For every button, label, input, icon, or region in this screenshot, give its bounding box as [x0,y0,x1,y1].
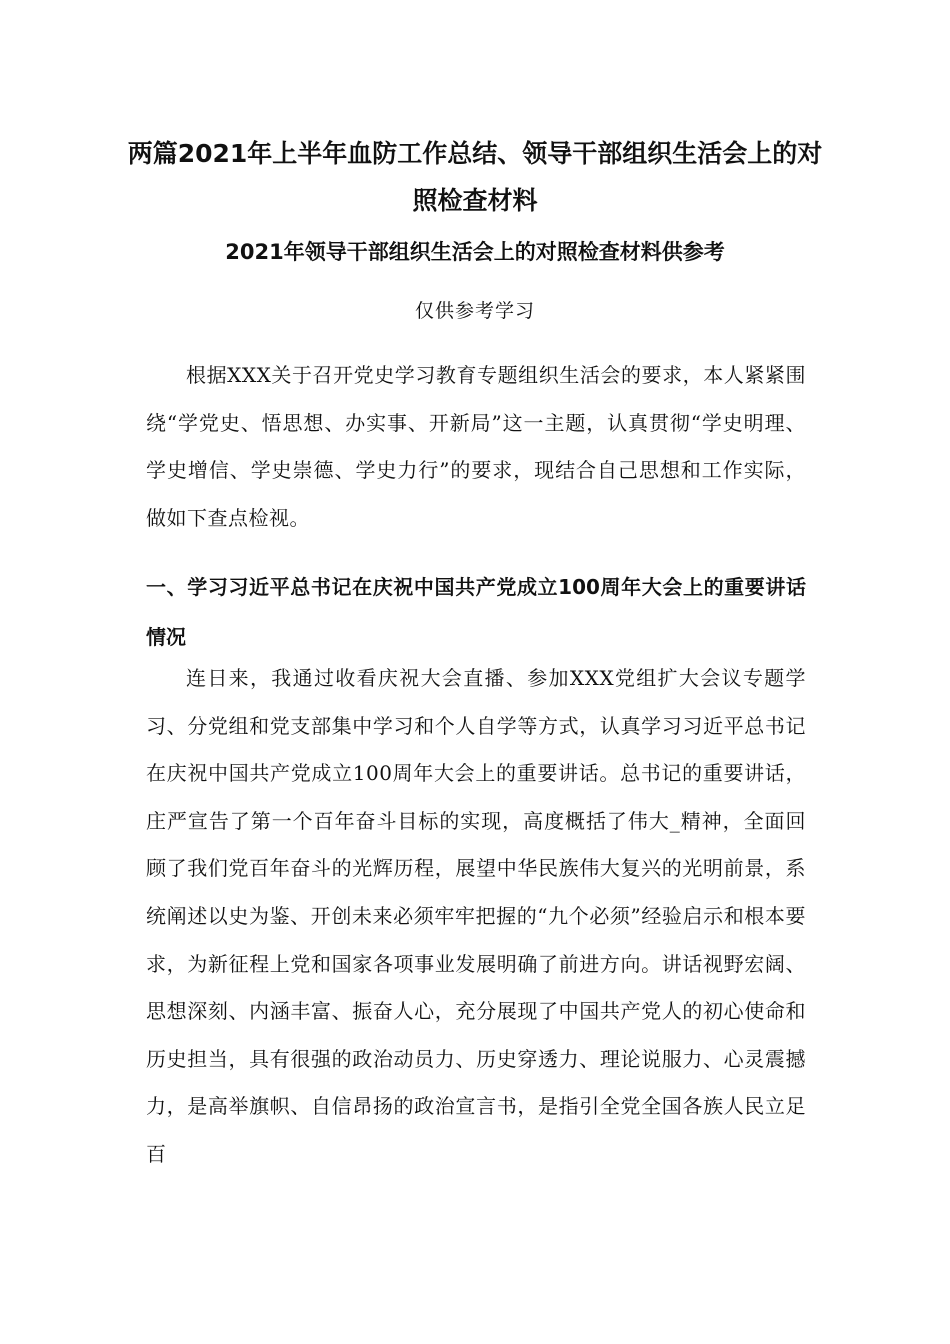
reference-note: 仅供参考学习 [414,300,535,322]
intro-paragraph: 根据XXX关于召开党史学习教育专题组织生活会的要求，本人紧紧围绕“学党史、悟思想、办实事、开新局”这一主题，认真贯彻“学史明理、学史增信、学史崇德、学史力行”的要求，现结合自己思想和工作实际，做如下查点检视。 [146,363,806,530]
document-subtitle: 2021年领导干部组织生活会上的对照检查材料供参考 [225,240,725,264]
section-heading-1: 一、学习习近平总书记在庆祝中国共产党成立100周年大会上的重要讲话情况 [146,575,806,649]
section-paragraph-1: 连日来，我通过收看庆祝大会直播、参加XXX党组扩大会议专题学习、分党组和党支部集中学习和个人自学等方式，认真学习习近平总书记在庆祝中国共产党成立100周年大会上的重要讲话。总书记的重要讲话，庄严宣告了第一个百年奋斗目标的实现，高度概括了伟大_精神，全面回顾了我们党百年奋斗的光辉历程，展望中华民族伟大复兴的光明前景，系统阐述以史为鉴、开创未来必须牢牢把握的“九个必须”经验启示和根本要求，为新征程上党和国家各项事业发展明确了前进方向。讲话视野宏阔、思想深刻、内涵丰富、振奋人心，充分展现了中国共产党人的初心使命和历史担当，具有很强的政治动员力、历史穿透力、理论说服力、心灵震撼力，是高举旗帜、自信昂扬的政治宣言书，是指引全党全国各族人民立足百 [146,666,806,1166]
document-title: 两篇2021年上半年血防工作总结、领导干部组织生活会上的对照检查材料 [127,139,823,215]
